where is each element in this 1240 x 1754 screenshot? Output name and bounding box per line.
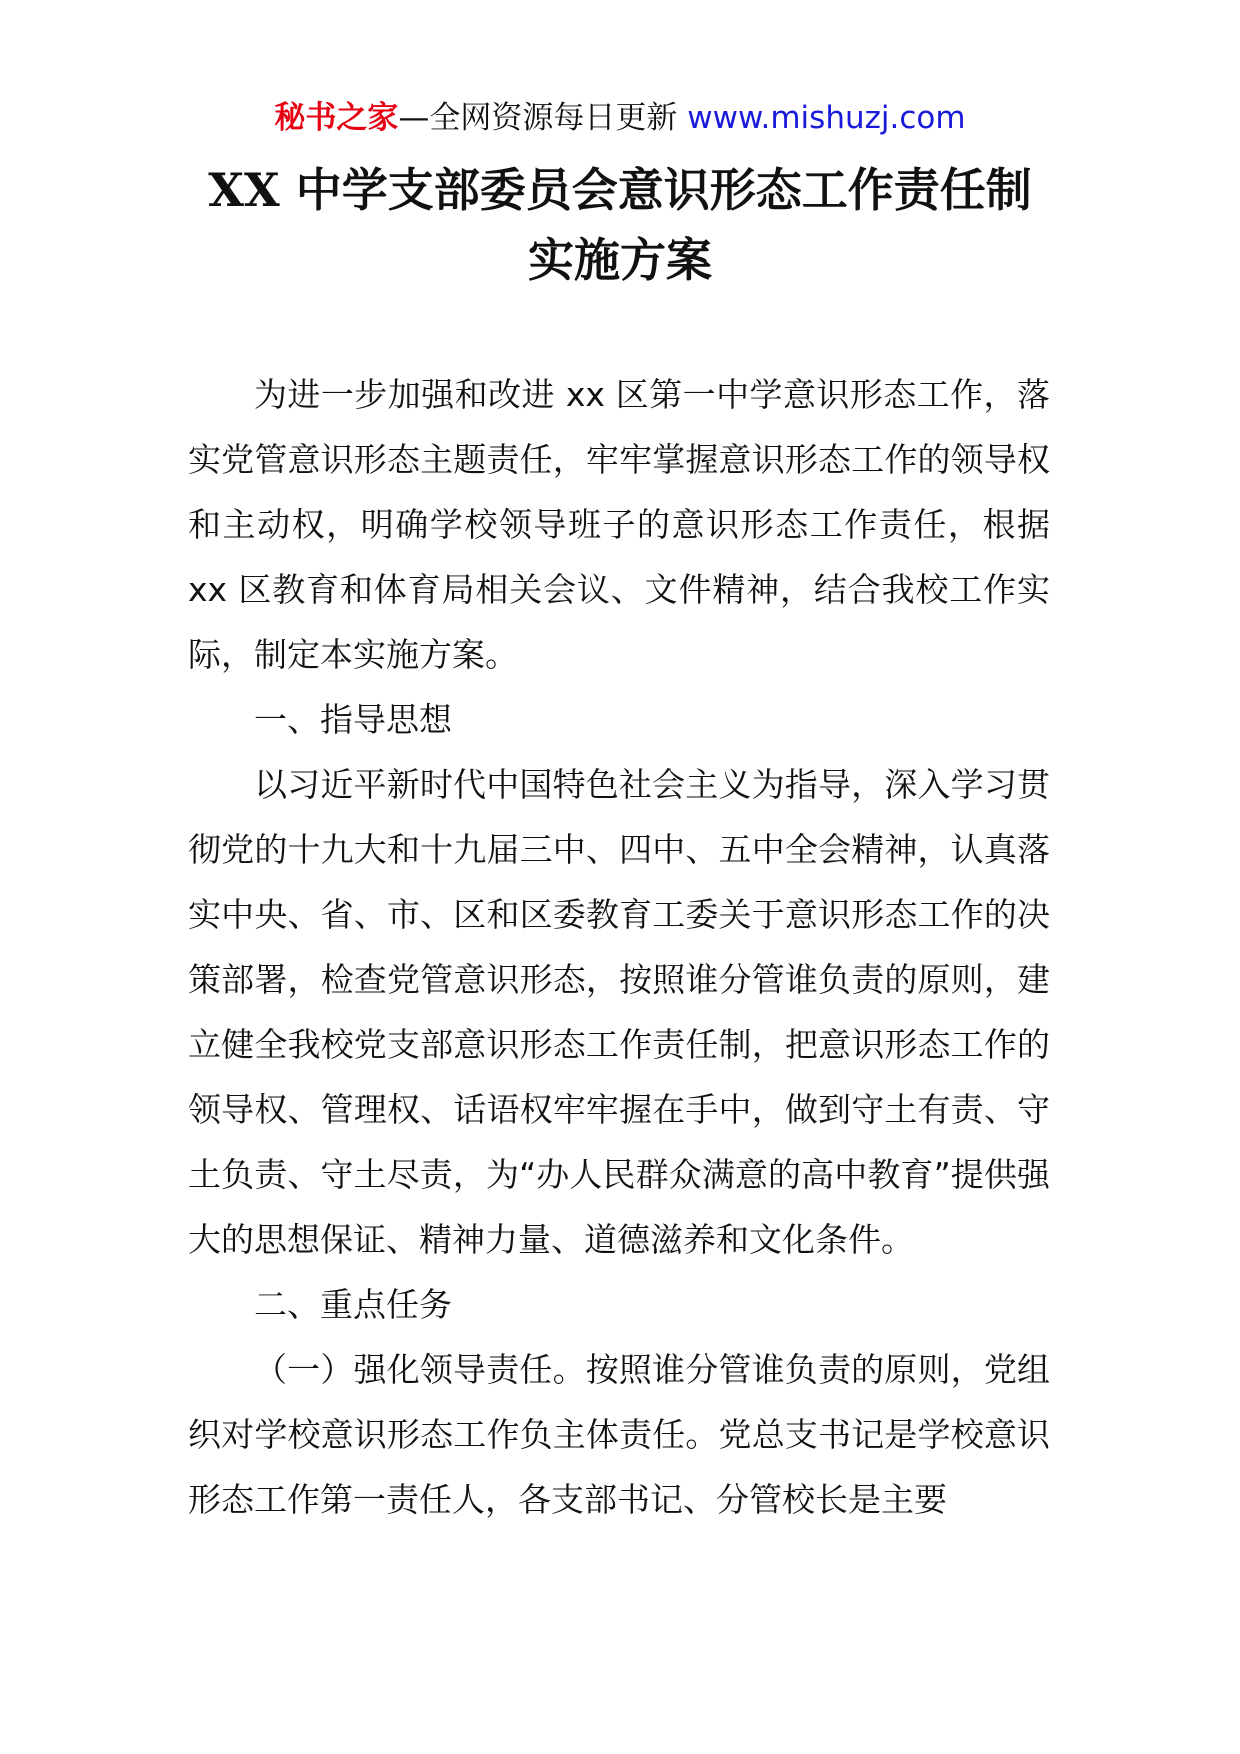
section-heading-guiding-ideology: 一、指导思想 <box>254 700 452 739</box>
guiding-ideology-paragraph: 以习近平新时代中国特色社会主义为指导，深入学习贯彻党的十九大和十九届三中、四中、五中全会精神，认真落实中央、省、市、区和区委教育工委关于意识形态工作的决策部署，检查党管意识形态，按照谁分管谁负责的原则，建立健全我校党支部意识形态工作责任制，把意识形态工作的领导权、管理权、话语权牢牢握在手中，做到守土有责、守土负责、守土尽责，为“办人民群众满意的高中教育”提供强大的思想保证、精神力量、道德滋养和文化条件。 <box>188 765 1050 1259</box>
document-title-line-1: XX 中学支部委员会意识形态工作责任制 <box>208 163 1032 217</box>
site-header <box>0 98 1240 138</box>
site-slogan: —全网资源每日更新 <box>398 100 688 136</box>
section-heading-key-tasks: 二、重点任务 <box>254 1285 452 1324</box>
site-url-link[interactable]: www.mishuzj.com <box>687 100 966 136</box>
key-task-1-paragraph: （一）强化领导责任。按照谁分管谁负责的原则，党组织对学校意识形态工作负主体责任。党总支书记是学校意识形态工作第一责任人，各支部书记、分管校长是主要 <box>188 1350 1050 1519</box>
intro-paragraph: 为进一步加强和改进 xx 区第一中学意识形态工作，落实党管意识形态主题责任，牢牢掌握意识形态工作的领导权和主动权，明确学校领导班子的意识形态工作责任，根据 xx 区教育和体育局相关会议、文件精神，结合我校工作实际，制定本实施方案。 <box>188 375 1050 674</box>
site-brand: 秘书之家 <box>274 100 399 136</box>
document-title-line-2: 实施方案 <box>528 233 712 287</box>
document-body <box>188 362 1050 1532</box>
